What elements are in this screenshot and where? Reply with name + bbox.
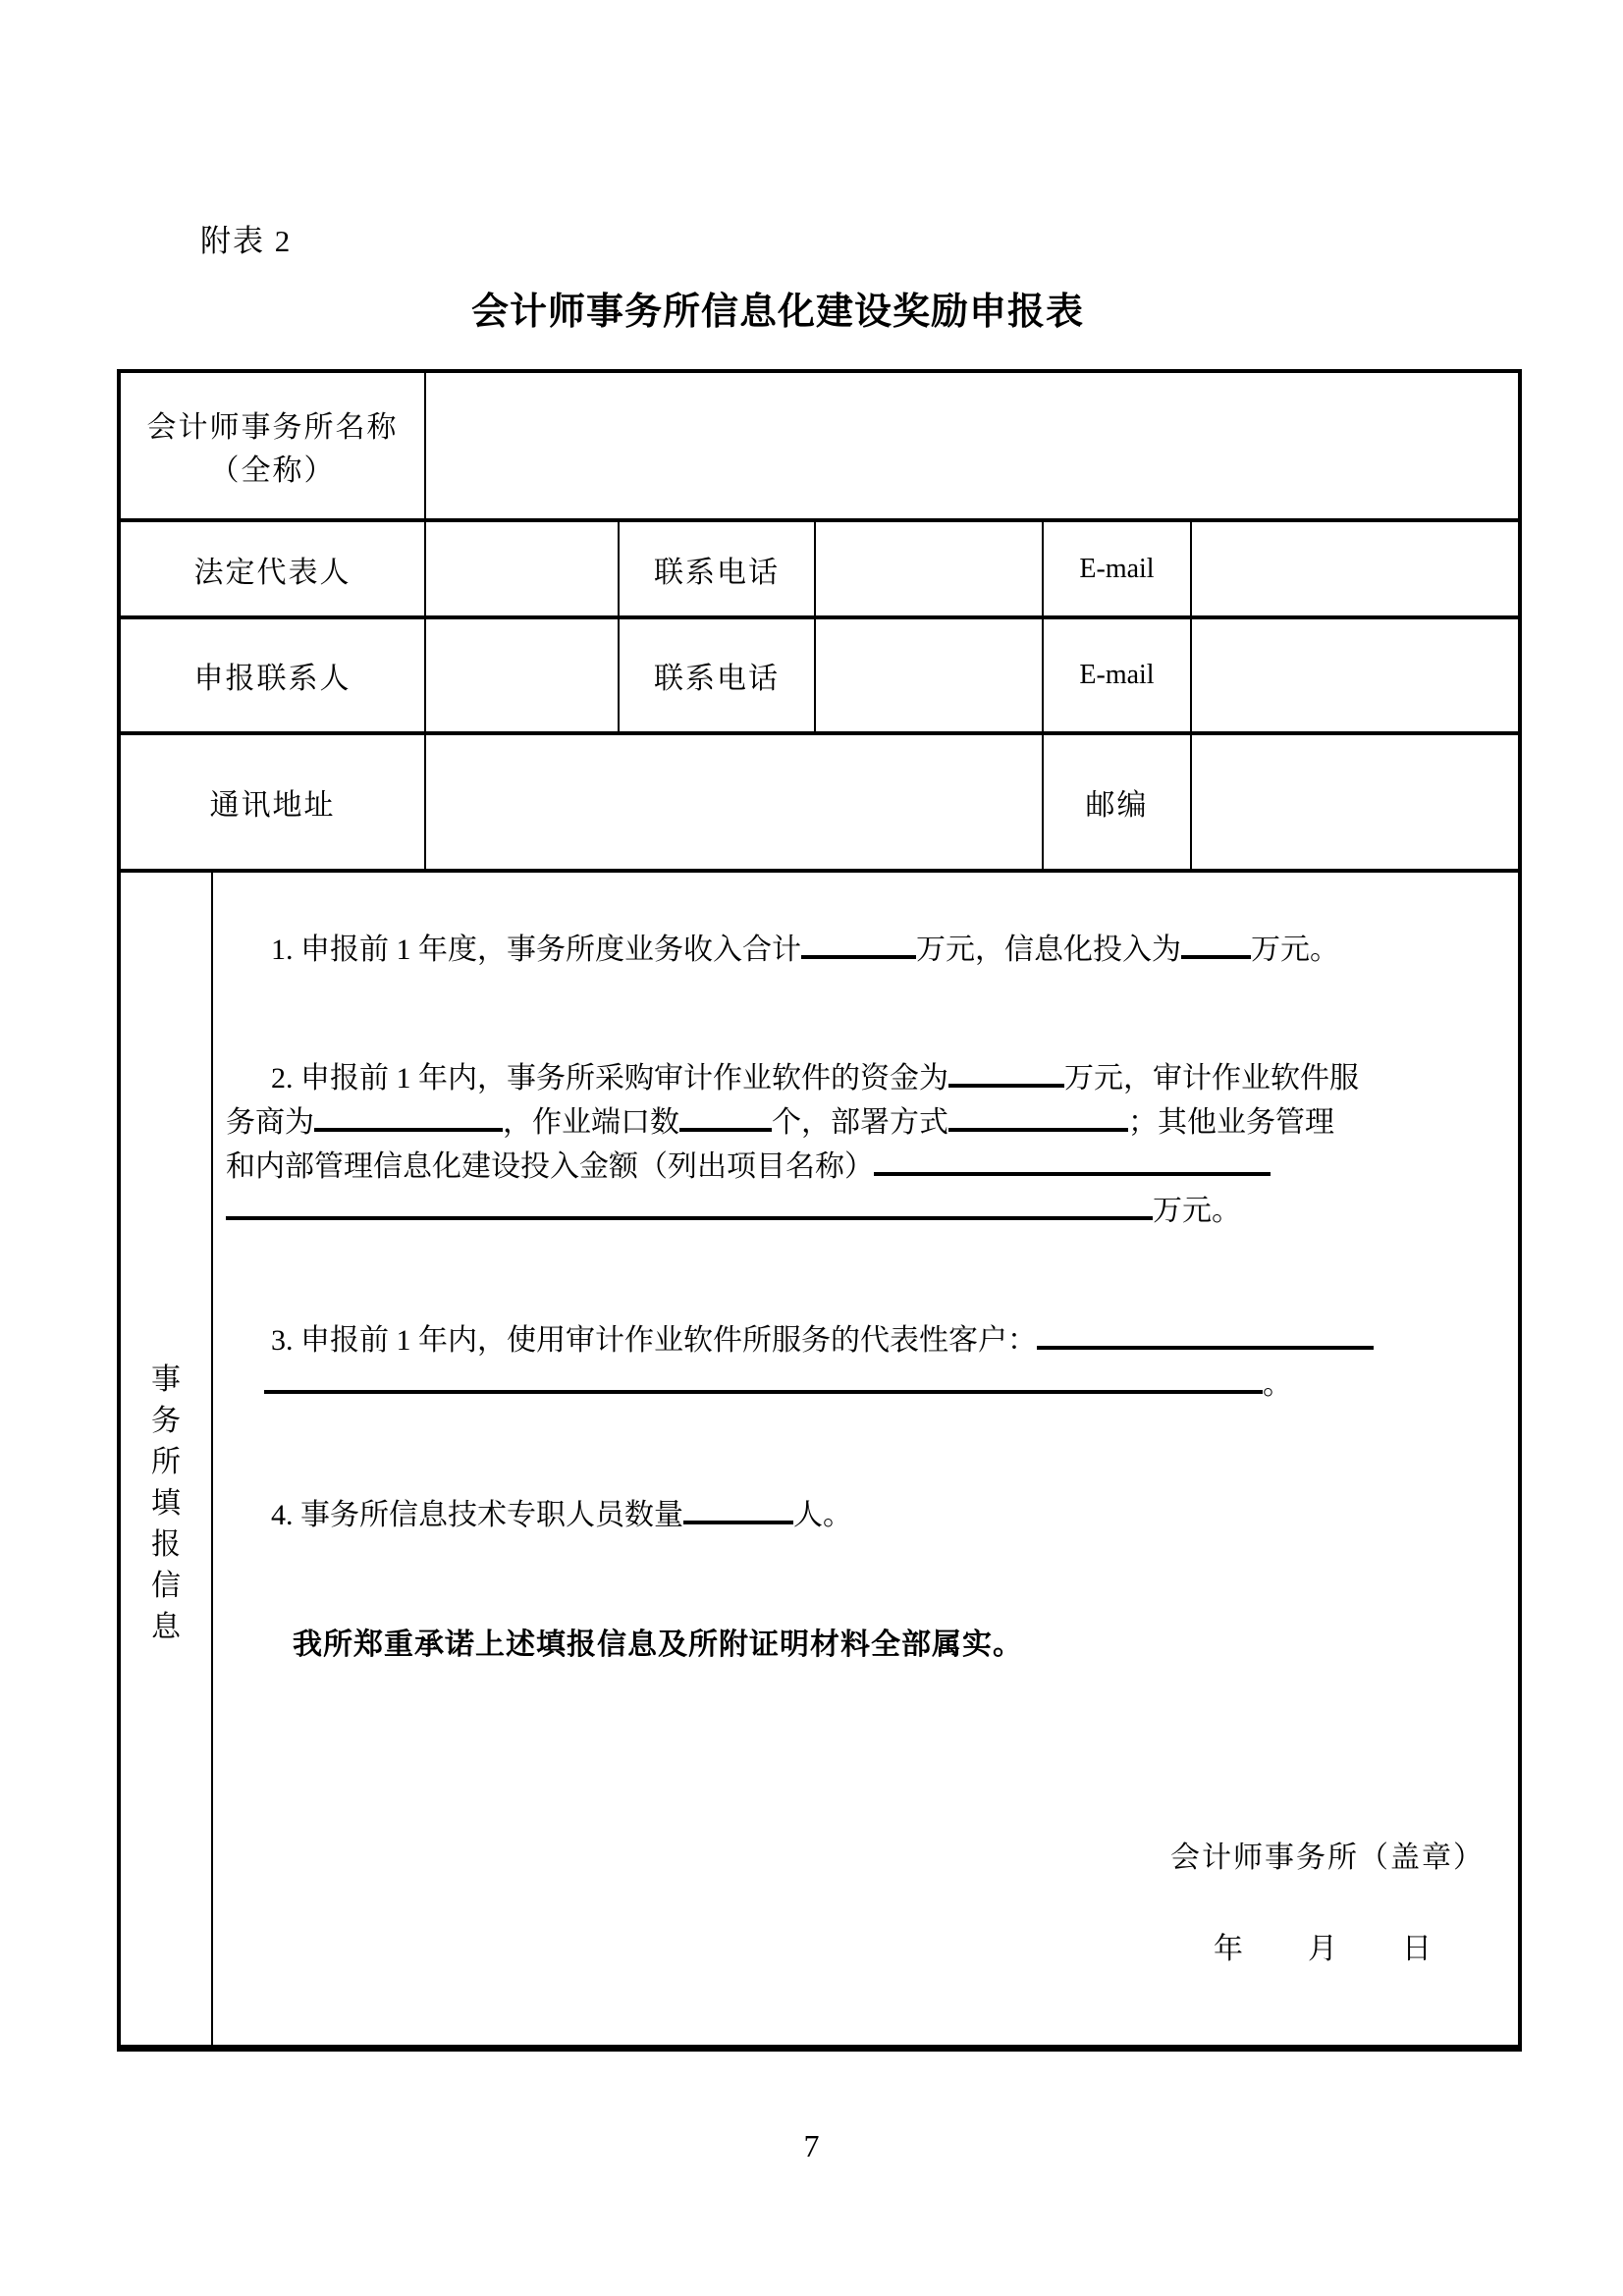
blank-other-projects-1	[874, 1166, 1271, 1176]
firm-name-label-line2: （全称）	[209, 454, 336, 487]
contact-phone-label: 联系电话	[620, 619, 816, 731]
address-value-cell	[426, 735, 1044, 869]
row-contact	[121, 619, 1518, 735]
application-form-table	[117, 369, 1522, 2052]
contact-phone-value-cell	[816, 619, 1044, 731]
item2-line1-text-2: 万元，审计作业软件服	[1064, 1062, 1359, 1095]
firm-name-label-line1: 会计师事务所名称	[146, 411, 399, 444]
contact-label: 申报联系人	[121, 619, 426, 731]
blank-it-investment	[1181, 949, 1251, 959]
row-firm-name	[121, 373, 1518, 522]
blank-other-projects-2	[226, 1210, 1153, 1220]
blank-clients-1	[1037, 1340, 1374, 1350]
address-label: 通讯地址	[121, 735, 426, 869]
fill-section-side-label: 事务所填报信息	[151, 1363, 181, 1643]
fill-section-side-label-cell	[121, 873, 213, 2045]
firm-name-label-cell	[121, 373, 426, 518]
row-address	[121, 735, 1518, 873]
item1-text-3: 万元。	[1251, 934, 1339, 966]
blank-annual-revenue	[801, 949, 916, 959]
item2-line2-text-1: 务商为	[226, 1106, 314, 1139]
contact-value-cell	[426, 619, 620, 731]
item1-text-1: 1. 申报前 1 年度，事务所度业务收入合计	[271, 934, 801, 966]
item-4	[226, 1493, 1502, 1537]
item2-line3-text-1: 和内部管理信息化建设投入金额（列出项目名称）	[226, 1150, 874, 1183]
attachment-tag: 附表 2	[200, 224, 293, 258]
legal-rep-email-value-cell	[1192, 522, 1518, 615]
blank-software-fund	[948, 1078, 1064, 1088]
item4-text-1: 4. 事务所信息技术专职人员数量	[271, 1499, 683, 1531]
form-title: 会计师事务所信息化建设奖励申报表	[470, 292, 1084, 333]
legal-rep-label: 法定代表人	[121, 522, 426, 615]
row-fill-section	[121, 873, 1518, 2045]
date-label: 年 月 日	[1214, 1933, 1434, 1965]
item-3	[226, 1318, 1502, 1407]
item2-line2-text-3: 个，部署方式	[772, 1106, 948, 1139]
postcode-value-cell	[1192, 735, 1518, 869]
blank-clients-2	[264, 1384, 1263, 1394]
commitment-statement: 我所郑重承诺上述填报信息及所附证明材料全部属实。	[293, 1629, 1023, 1661]
signature-seal-label: 会计师事务所（盖章）	[1170, 1842, 1485, 1874]
item3-line1-text-1: 3. 申报前 1 年内，使用审计作业软件所服务的代表性客户：	[271, 1324, 1037, 1357]
item3-line2-text-1: 。	[1263, 1368, 1292, 1401]
blank-deploy-mode	[948, 1122, 1128, 1132]
contact-email-value-cell	[1192, 619, 1518, 731]
blank-it-staff-count	[683, 1515, 793, 1524]
item-2	[226, 1056, 1502, 1233]
blank-software-vendor	[314, 1122, 503, 1132]
legal-rep-phone-label: 联系电话	[620, 522, 816, 615]
legal-rep-value-cell	[426, 522, 620, 615]
firm-name-value-cell	[426, 373, 1518, 518]
item1-text-2: 万元，信息化投入为	[916, 934, 1181, 966]
row-legal-rep	[121, 522, 1518, 619]
item2-line4-text-1: 万元。	[1153, 1195, 1241, 1227]
postcode-label: 邮编	[1044, 735, 1192, 869]
item2-line2-text-4: ；其他业务管理	[1128, 1106, 1334, 1139]
blank-port-count	[679, 1122, 772, 1132]
legal-rep-email-label: E-mail	[1044, 522, 1192, 615]
item-1	[226, 928, 1502, 972]
page-number: 7	[803, 2128, 820, 2163]
legal-rep-phone-value-cell	[816, 522, 1044, 615]
fill-section-content	[213, 873, 1518, 2045]
item2-line1-text-1: 2. 申报前 1 年内，事务所采购审计作业软件的资金为	[271, 1062, 948, 1095]
item4-text-2: 人。	[793, 1499, 852, 1531]
contact-email-label: E-mail	[1044, 619, 1192, 731]
item2-line2-text-2: ，作业端口数	[503, 1106, 679, 1139]
